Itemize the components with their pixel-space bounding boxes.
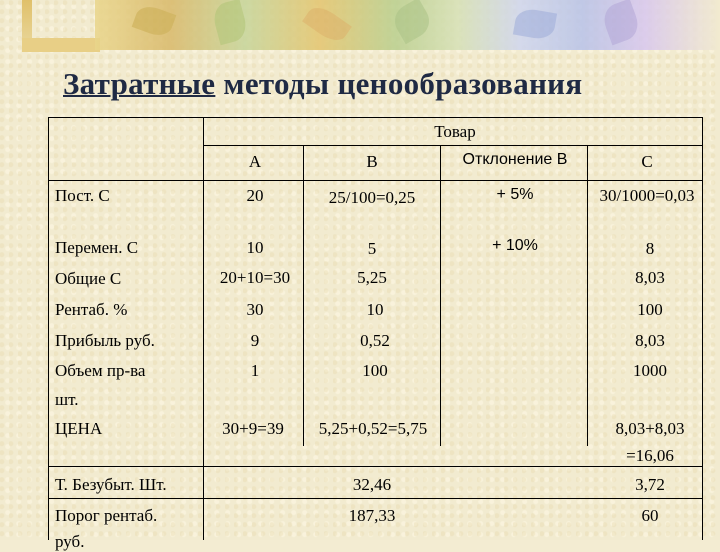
row-label-profitability: Рентаб. % [55, 300, 128, 319]
table-cell: 100 [637, 300, 663, 319]
table-cell: 187,33 [348, 506, 396, 525]
row-label-profit: Прибыль руб. [55, 331, 155, 350]
table-cell: 30/1000=0,03 [599, 186, 695, 205]
column-header-b: В [366, 152, 378, 171]
row-label-fixed-cost: Пост. С [55, 186, 110, 205]
table-cell: 10 [366, 300, 384, 319]
table-row-rule [48, 498, 703, 499]
title-underlined-word: Затратные [63, 66, 216, 101]
column-header-deviation-b: Отклонение В [462, 151, 568, 168]
table-cell: 8,03 [635, 268, 665, 287]
table-cell: 8,03+8,03 [615, 419, 685, 438]
table-cell: 5,25+0,52=5,75 [318, 419, 428, 438]
table-col-rule [587, 145, 588, 446]
table-col-rule [440, 145, 441, 446]
table-cell: 5 [367, 239, 377, 258]
table-cell: 25/100=0,25 [328, 188, 416, 207]
table-cell: 30+9=39 [222, 419, 284, 438]
row-label-price: ЦЕНА [55, 419, 103, 438]
row-label-profit-threshold-unit: руб. [55, 532, 85, 551]
table-cell: 0,52 [360, 331, 390, 350]
table-border-top [48, 117, 703, 118]
title-rest: методы ценообразования [215, 66, 583, 101]
table-cell: =16,06 [626, 446, 674, 465]
row-label-total-cost: Общие С [55, 269, 122, 288]
column-header-c: С [641, 152, 653, 171]
decor-left-bar [22, 38, 100, 52]
row-label-production-volume: Объем пр-ва [55, 361, 146, 380]
table-cell: 3,72 [635, 475, 665, 494]
table-cell: + 10% [492, 237, 538, 254]
table-cell: 10 [246, 238, 264, 257]
table-cell: 8,03 [635, 331, 665, 350]
table-cell: 20 [246, 186, 264, 205]
page-title [63, 66, 582, 102]
row-label-variable-cost: Перемен. С [55, 238, 139, 257]
table-cell: 32,46 [352, 475, 392, 494]
table-cell: 1 [250, 361, 260, 380]
table-row-rule [48, 466, 703, 467]
decor-floral-banner [95, 0, 720, 50]
table-col-rule [303, 145, 304, 446]
table-header-rule [203, 145, 703, 146]
table-cell: 100 [362, 361, 388, 380]
table-cell: 5,25 [357, 268, 387, 287]
row-label-production-volume-unit: шт. [55, 390, 79, 409]
table-cell: 30 [246, 300, 264, 319]
row-label-breakeven: Т. Безубыт. Шт. [55, 475, 167, 494]
column-header-a: А [248, 152, 262, 171]
table-cell: 9 [250, 331, 260, 350]
table-border-left [48, 117, 49, 540]
table-cell: 60 [641, 506, 659, 525]
table-row-rule [48, 180, 703, 181]
table-cell: 8 [645, 239, 655, 258]
table-col-rule [203, 117, 204, 540]
table-cell: 1000 [633, 361, 667, 380]
table-cell: + 5% [496, 186, 534, 203]
table-border-right [702, 117, 703, 540]
row-label-profit-threshold: Порог рентаб. [55, 506, 158, 525]
table-cell: 20+10=30 [219, 268, 291, 287]
header-group-label: Товар [434, 122, 476, 141]
